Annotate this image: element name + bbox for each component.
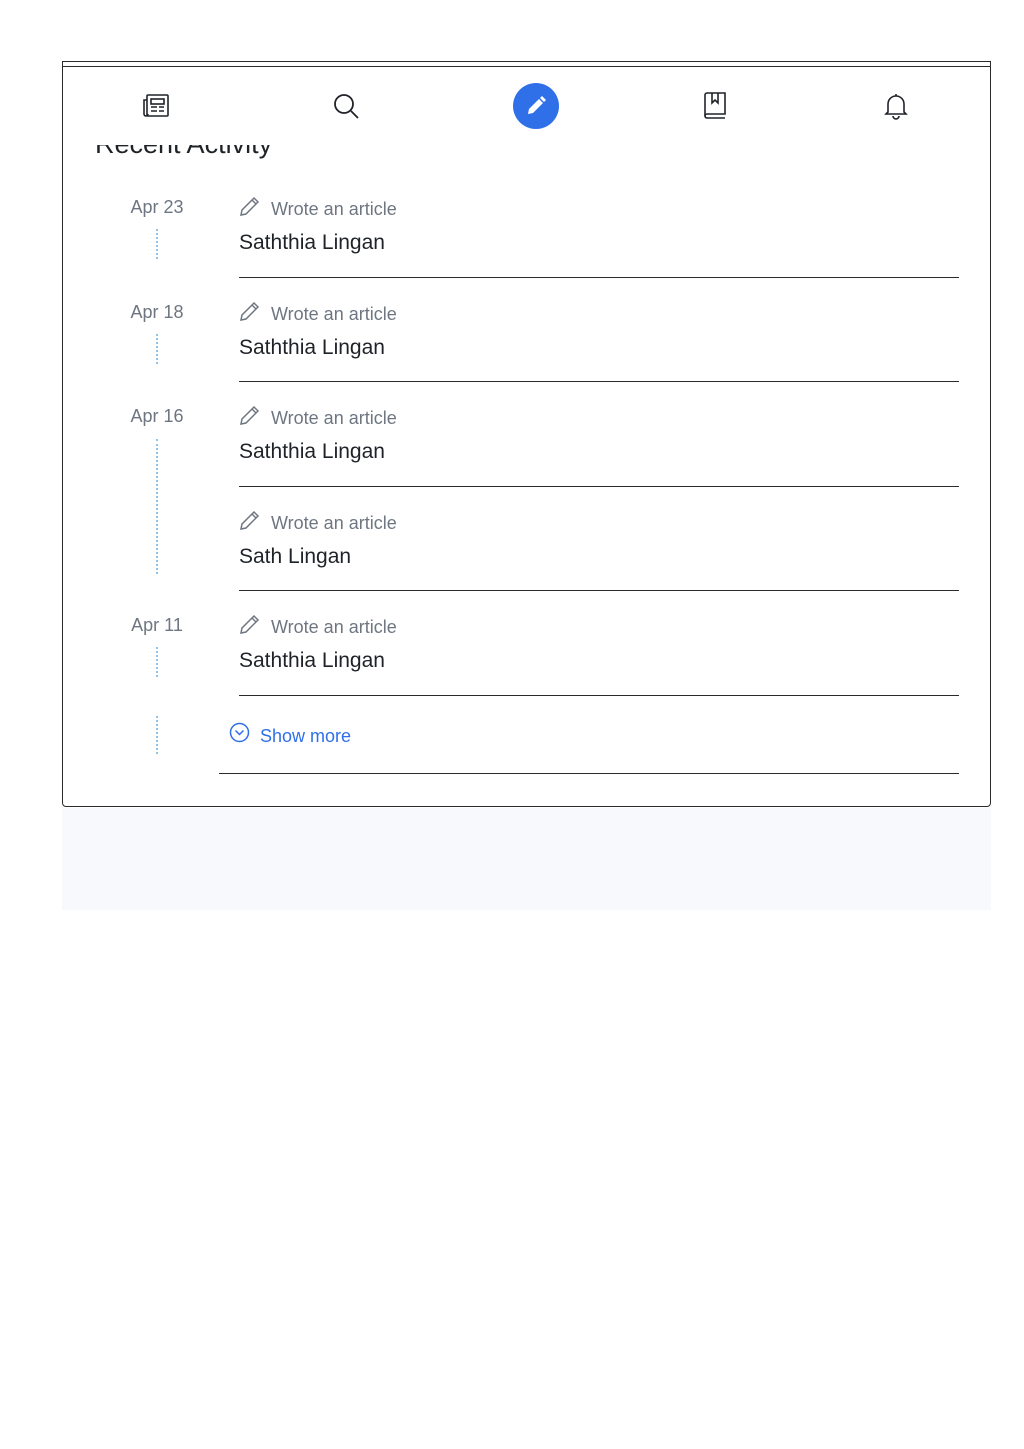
page-background-panel: [62, 808, 991, 910]
activity-date: Apr 18: [130, 302, 184, 322]
bottom-nav-bar: [63, 67, 990, 145]
timeline-connector: [156, 229, 158, 259]
nav-compose[interactable]: [491, 67, 581, 145]
pencil-outline-icon: [239, 300, 271, 328]
row-divider: [239, 277, 959, 278]
nav-notifications[interactable]: [851, 67, 941, 145]
timeline-connector: [156, 647, 158, 677]
row-divider: [239, 381, 959, 382]
show-more-button[interactable]: [229, 722, 351, 749]
activity-date: Apr 16: [130, 406, 184, 426]
activity-action: [239, 195, 397, 223]
chevron-down-circle-icon: [229, 722, 260, 749]
activity-action: [239, 509, 397, 537]
activity-action-label: Wrote an article: [271, 408, 397, 428]
activity-author-link[interactable]: Sath Lingan: [239, 545, 352, 568]
timeline-connector: [156, 334, 158, 364]
row-divider: [239, 590, 959, 591]
pencil-outline-icon: [239, 195, 271, 223]
row-divider: [239, 486, 959, 487]
newspaper-icon: [142, 93, 170, 119]
activity-action-label: Wrote an article: [271, 199, 397, 219]
pencil-outline-icon: [239, 613, 271, 641]
activity-date: Apr 11: [131, 615, 183, 635]
pencil-icon: [525, 95, 547, 117]
activity-action: [239, 300, 397, 328]
pencil-outline-icon: [239, 509, 271, 537]
row-divider: [219, 773, 959, 774]
activity-author-link[interactable]: Saththia Lingan: [239, 649, 385, 672]
activity-action-label: Wrote an article: [271, 513, 397, 533]
bookmark-book-icon: [702, 92, 728, 120]
nav-feed[interactable]: [111, 67, 201, 145]
row-divider: [239, 695, 959, 696]
nav-bookmarks[interactable]: [670, 67, 760, 145]
activity-action-label: Wrote an article: [271, 617, 397, 637]
activity-action: [239, 404, 397, 432]
nav-search[interactable]: [301, 67, 391, 145]
activity-author-link[interactable]: Saththia Lingan: [239, 336, 385, 359]
recent-activity-card: [62, 61, 991, 807]
timeline-connector: [156, 439, 158, 574]
compose-button[interactable]: [513, 83, 559, 129]
bell-icon: [883, 92, 909, 120]
timeline-connector: [156, 716, 158, 754]
activity-action-label: Wrote an article: [271, 304, 397, 324]
activity-author-link[interactable]: Saththia Lingan: [239, 440, 385, 463]
activity-action: [239, 613, 397, 641]
activity-date: Apr 23: [130, 197, 184, 217]
show-more-label: Show more: [260, 725, 352, 746]
activity-author-link[interactable]: Saththia Lingan: [239, 231, 385, 254]
search-icon: [332, 92, 360, 120]
pencil-outline-icon: [239, 404, 271, 432]
